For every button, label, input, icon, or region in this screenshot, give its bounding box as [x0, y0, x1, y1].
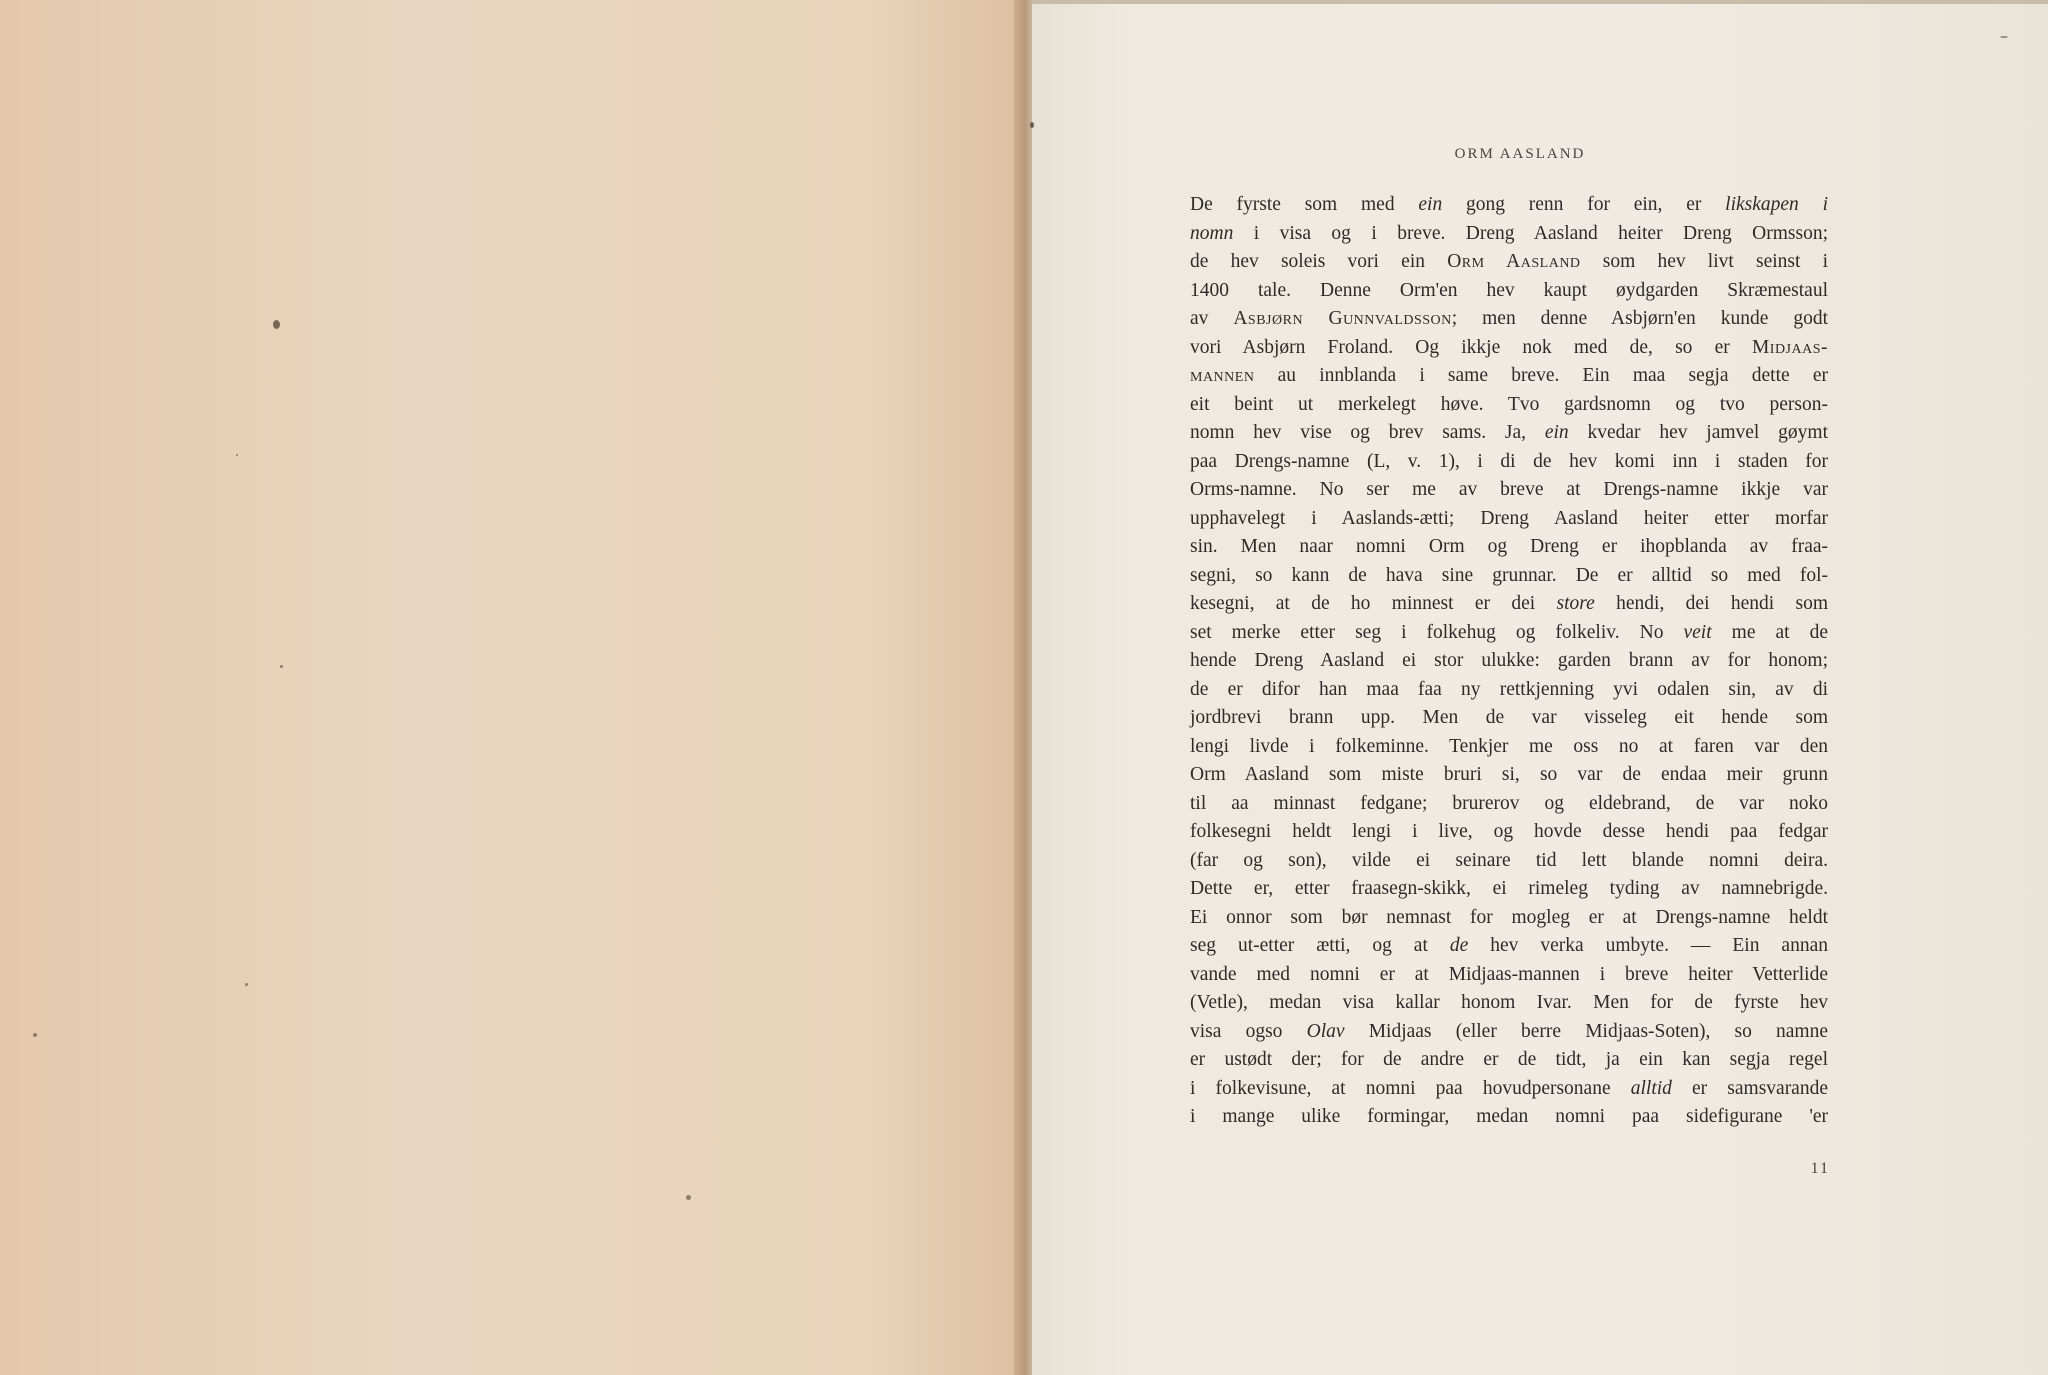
text-line: folkesegni heldt lengi i live, og hovde desse hendi paa fedgar [1190, 821, 1828, 842]
paper-speck [245, 983, 248, 986]
text-line: til aa minnast fedgane; brurerov og eldebrand, de var noko [1190, 792, 1828, 814]
text-line: segni, so kann de hava sine grunnar. De er alltid so med fol- [1190, 564, 1828, 586]
text-line: de er difor han maa faa ny rettkjenning yvi odalen sin, av di [1190, 678, 1828, 700]
body-text [1190, 191, 1828, 1132]
text-line: Orms-namne. No ser me av breve at Drengs-namne ikkje var [1190, 479, 1828, 500]
paper-speck [33, 1033, 37, 1037]
italic-text: veit [1683, 621, 1712, 643]
paper-speck [686, 1195, 691, 1200]
text-line: Dette er, etter fraasegn-skikk, ei rimeleg tyding av namnebrigde. [1190, 878, 1828, 899]
page-top-edge [1032, 0, 2048, 4]
text-line: seg ut-etter ætti, og at de hev verka umbyte. — Ein annan [1190, 935, 1828, 956]
text-line: set merke etter seg i folkehug og folkeliv. No veit me at de [1190, 621, 1828, 643]
text-line: av Asbjørn Gunnvaldsson; men denne Asbjørn'en kunde godt [1190, 308, 1828, 329]
text-line: i folkevisune, at nomni paa hovudpersonane alltid er samsvarande [1190, 1077, 1828, 1099]
text-line: 1400 tale. Denne Orm'en hev kaupt øydgarden Skræmestaul [1190, 279, 1828, 301]
text-line: paa Drengs-namne (L, v. 1), i di de hev komi inn i staden for [1190, 450, 1828, 472]
text-line: (Vetle), medan visa kallar honom Ivar. Men for de fyrste hev [1190, 992, 1828, 1013]
paper-speck [273, 320, 280, 329]
text-line: i mange ulike formingar, medan nomni paa sidefigurane 'er [1190, 1106, 1828, 1127]
text-line: vande med nomni er at Midjaas-mannen i breve heiter Vetterlide [1190, 963, 1828, 985]
text-line: kesegni, at de ho minnest er dei store hendi, dei hendi som [1190, 593, 1828, 614]
text-line: De fyrste som med ein gong renn for ein, er likskapen i [1190, 194, 1829, 215]
italic-text: likskapen i [1725, 194, 1829, 215]
text-line: er ustødt der; for de andre er de tidt, ja ein kan segja regel [1190, 1049, 1828, 1070]
small-caps-name: Orm Aasland [1447, 251, 1581, 272]
italic-text: Olav [1306, 1020, 1345, 1042]
paper-speck [2000, 36, 2008, 38]
text-line: jordbrevi brann upp. Men de var visseleg eit hende som [1190, 707, 1828, 728]
small-caps-name: mannen [1190, 365, 1255, 386]
paper-speck [280, 665, 283, 668]
page-number: 11 [1810, 1160, 1830, 1177]
left-page-blank [0, 0, 1022, 1375]
paper-speck [1030, 122, 1034, 128]
italic-text: ein [1544, 422, 1569, 443]
italic-text: de [1449, 935, 1469, 956]
italic-text: nomn [1190, 222, 1234, 244]
text-line: Ei onnor som bør nemnast for mogleg er at Drengs-namne heldt [1190, 906, 1828, 928]
text-line: visa ogso Olav Midjaas (eller berre Midjaas-Soten), so namne [1190, 1020, 1828, 1042]
text-line: vori Asbjørn Froland. Og ikkje nok med de, so er Midjaas- [1190, 336, 1828, 358]
text-line: de hev soleis vori ein Orm Aasland som hev livt seinst i [1190, 251, 1829, 272]
text-line: hende Dreng Aasland ei stor ulukke: garden brann av for honom; [1190, 650, 1828, 671]
text-line: lengi livde i folkeminne. Tenkjer me oss no at faren var den [1190, 735, 1828, 757]
text-line: mannen au innblanda i same breve. Ein maa segja dette er [1190, 365, 1828, 386]
text-line: upphavelegt i Aaslands-ætti; Dreng Aasland heiter etter morfar [1190, 507, 1828, 529]
text-line: nomn hev vise og brev sams. Ja, ein kvedar hev jamvel gøymt [1190, 422, 1828, 443]
text-line: nomn i visa og i breve. Dreng Aasland heiter Dreng Ormsson; [1190, 222, 1828, 244]
text-line: sin. Men naar nomni Orm og Dreng er ihopblanda av fraa- [1190, 536, 1828, 557]
paper-speck [236, 454, 238, 456]
italic-text: alltid [1630, 1077, 1672, 1099]
text-line: Orm Aasland som miste bruri si, so var de endaa meir grunn [1190, 764, 1828, 785]
italic-text: ein [1418, 194, 1443, 215]
italic-text: store [1556, 593, 1595, 614]
small-caps-name: Asbjørn Gunnvaldsson [1233, 308, 1452, 329]
small-caps-name: Midjaas- [1751, 336, 1828, 358]
running-head: ORM AASLAND [1454, 146, 1586, 162]
text-line: (far og son), vilde ei seinare tid lett blande nomni deira. [1190, 849, 1828, 871]
text-line: eit beint ut merkelegt høve. Tvo gardsnomn og tvo person- [1190, 393, 1828, 415]
